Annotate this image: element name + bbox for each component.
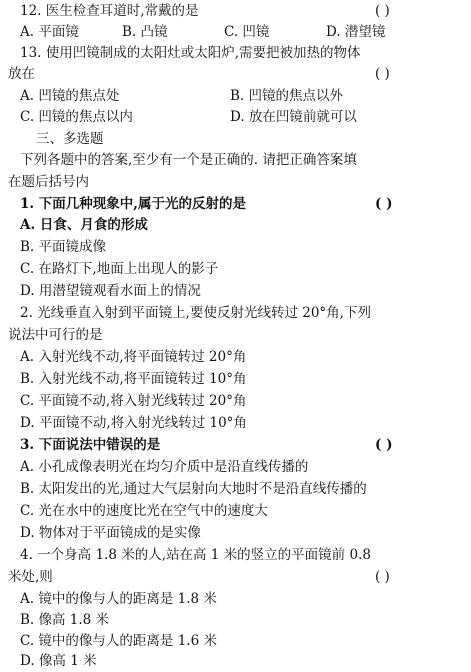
multi-2-stem-continued bbox=[0, 324, 471, 346]
list-item bbox=[0, 650, 471, 672]
section-3-instruction-2: 在题后括号内 bbox=[8, 174, 89, 190]
option-a: A. 小孔成像表明光在均匀介质中是沿直线传播的 bbox=[20, 459, 309, 475]
multi-4-text: 4. 一个身高 1.8 米的人,站在高 1 米的竖立的平面镜前 0.8 bbox=[20, 547, 371, 563]
option-b: B. 像高 1.8 米 bbox=[20, 612, 110, 628]
list-item bbox=[0, 346, 471, 368]
question-13-options-row1 bbox=[0, 85, 471, 107]
option-c: C. 凹镜的焦点以内 bbox=[20, 109, 133, 125]
answer-bracket: ( ) bbox=[375, 66, 390, 82]
list-item bbox=[0, 280, 471, 302]
question-13-text: 13. 使用凹镜制成的太阳灶或太阳炉,需要把被加热的物体 bbox=[20, 45, 361, 61]
list-item bbox=[0, 368, 471, 390]
list-item bbox=[0, 588, 471, 610]
option-c: C. 光在水中的速度比光在空气中的速度大 bbox=[20, 503, 268, 519]
option-c: C. 镜中的像与人的距离是 1.6 米 bbox=[20, 633, 217, 649]
list-item bbox=[0, 236, 471, 258]
multi-3-text: 3. 下面说法中错误的是 bbox=[20, 437, 161, 453]
question-13-stem bbox=[0, 42, 471, 64]
answer-bracket: ( ) bbox=[375, 3, 390, 19]
option-a: A. 凹镜的焦点处 bbox=[20, 88, 120, 104]
option-d: D. 用潜望镜观看水面上的情况 bbox=[20, 283, 201, 299]
option-a: A. 平面镜 bbox=[20, 24, 79, 40]
option-c: C. 在路灯下,地面上出现人的影子 bbox=[20, 261, 219, 277]
section-3-title: 三、多选题 bbox=[36, 131, 104, 147]
section-instruction bbox=[0, 149, 471, 171]
option-d: D. 平面镜不动,将入射光线转过 10°角 bbox=[20, 415, 247, 431]
option-b: B. 凸镜 bbox=[122, 24, 168, 40]
multi-2-text-cont: 说法中可行的是 bbox=[8, 327, 103, 343]
multi-4-stem bbox=[0, 544, 471, 566]
answer-bracket: ( ) bbox=[375, 569, 390, 585]
list-item bbox=[0, 630, 471, 652]
option-d: D. 物体对于平面镜成的是实像 bbox=[20, 525, 201, 541]
question-12-options bbox=[0, 21, 471, 43]
question-12-text: 12. 医生检查耳道时,常戴的是 bbox=[20, 3, 199, 19]
multi-3-stem bbox=[0, 434, 471, 456]
question-13-text-cont: 放在 bbox=[8, 66, 35, 82]
option-d: D. 放在凹镜前就可以 bbox=[230, 109, 357, 125]
question-13-options-row2 bbox=[0, 106, 471, 128]
option-b: B. 入射光线不动,将平面镜转过 10°角 bbox=[20, 371, 247, 387]
list-item bbox=[0, 500, 471, 522]
answer-bracket: ( ) bbox=[375, 437, 393, 453]
multi-1-stem bbox=[0, 193, 471, 215]
multi-4-stem-continued bbox=[0, 566, 471, 588]
option-a: A. 镜中的像与人的距离是 1.8 米 bbox=[20, 591, 217, 607]
section-instruction-cont bbox=[0, 171, 471, 193]
list-item bbox=[0, 478, 471, 500]
multi-2-text: 2. 光线垂直入射到平面镜上,要使反射光线转过 20°角,下列 bbox=[20, 305, 371, 321]
list-item bbox=[0, 214, 471, 236]
list-item bbox=[0, 522, 471, 544]
multi-2-stem bbox=[0, 302, 471, 324]
list-item bbox=[0, 456, 471, 478]
option-a: A. 入射光线不动,将平面镜转过 20°角 bbox=[20, 349, 247, 365]
multi-4-text-cont: 米处,则 bbox=[8, 569, 53, 585]
option-a: A. 日食、月食的形成 bbox=[20, 217, 148, 233]
option-b: B. 太阳发出的光,通过大气层射向大地时不是沿直线传播的 bbox=[20, 481, 367, 497]
option-d: D. 潜望镜 bbox=[326, 24, 386, 40]
option-c: C. 凹镜 bbox=[224, 24, 270, 40]
section-heading bbox=[0, 128, 471, 150]
section-3-instruction-1: 下列各题中的答案,至少有一个是正确的. 请把正确答案填 bbox=[20, 152, 357, 168]
list-item bbox=[0, 258, 471, 280]
list-item bbox=[0, 412, 471, 434]
option-b: B. 凹镜的焦点以外 bbox=[230, 88, 344, 104]
list-item bbox=[0, 609, 471, 631]
list-item bbox=[0, 390, 471, 412]
question-13-stem-continued bbox=[0, 63, 471, 85]
question-12-stem bbox=[0, 0, 471, 22]
answer-bracket: ( ) bbox=[375, 196, 393, 212]
option-d: D. 像高 1 米 bbox=[20, 653, 97, 669]
option-b: B. 平面镜成像 bbox=[20, 239, 107, 255]
multi-1-text: 1. 下面几种现象中,属于光的反射的是 bbox=[20, 196, 246, 212]
option-c: C. 平面镜不动,将入射光线转过 20°角 bbox=[20, 393, 247, 409]
